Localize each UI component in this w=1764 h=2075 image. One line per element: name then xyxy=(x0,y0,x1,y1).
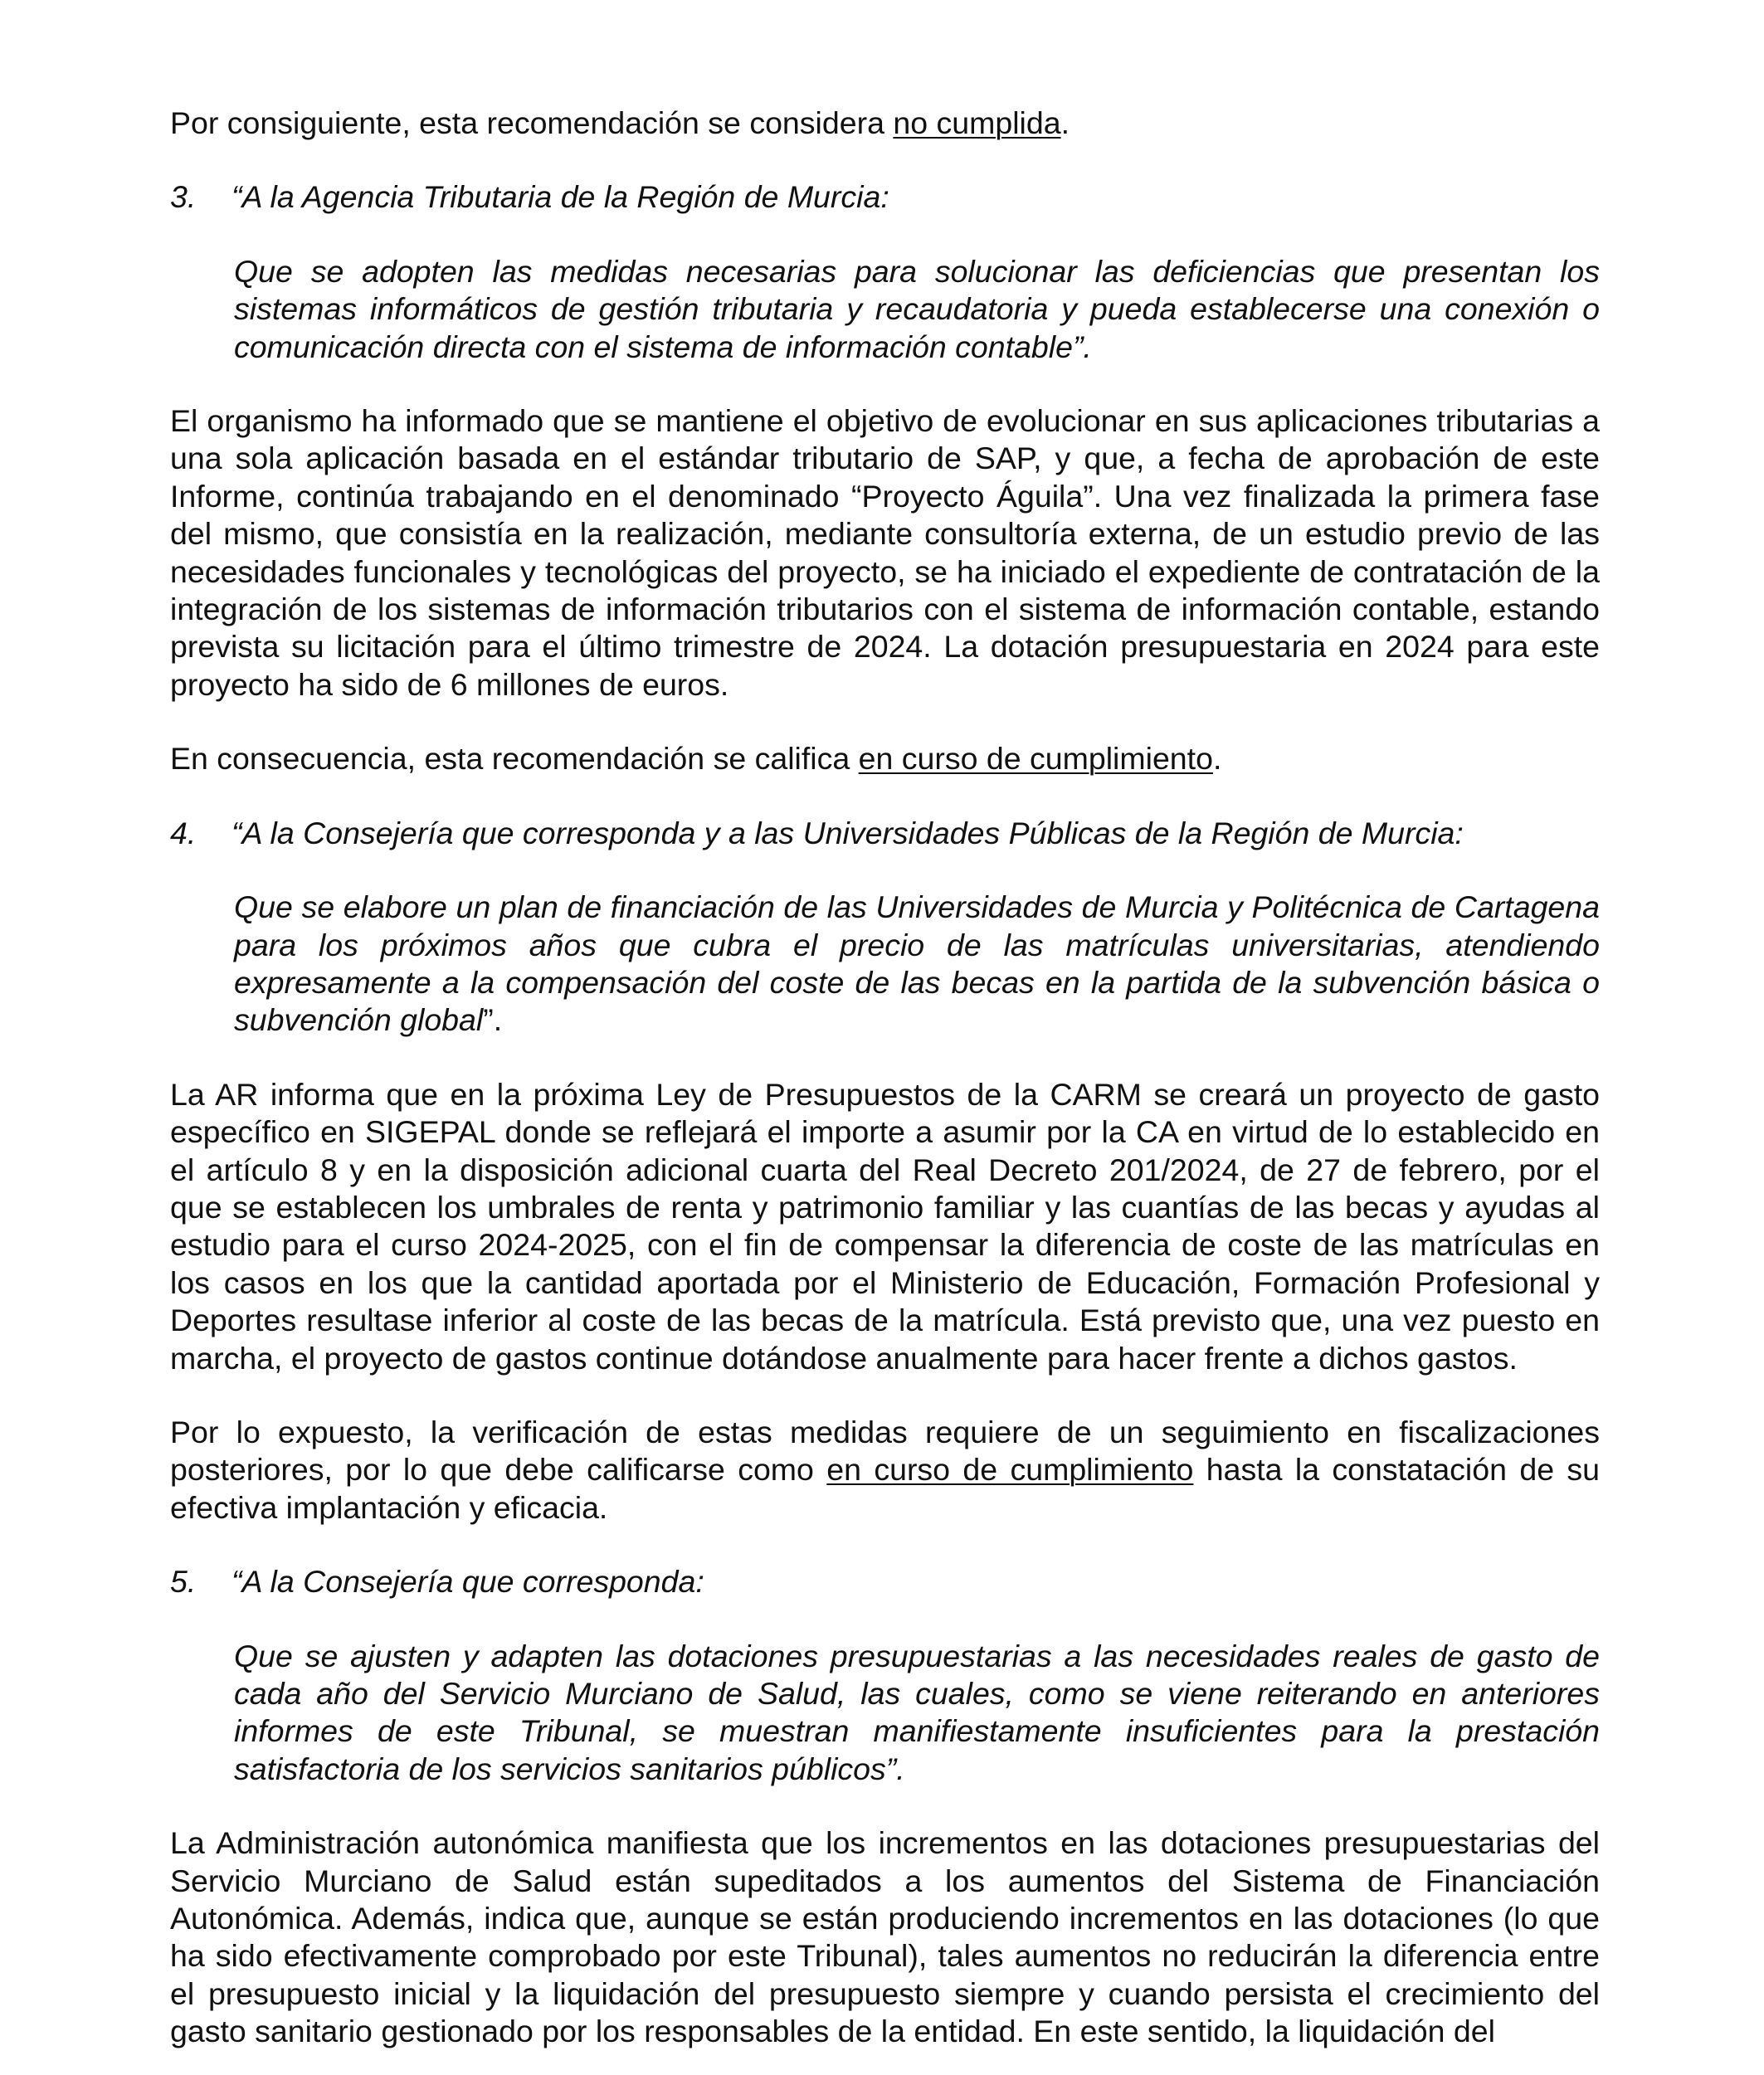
recommendation-3-quote: Que se adopten las medidas necesarias para solucionar las deficiencias que presentan los sistemas informáticos de gestión tributaria y recaudatoria y pueda establecerse una conexión o comunicación directa con el sistema de información contable”. xyxy=(234,253,1600,364)
recommendation-3-heading: 3. “A la Agencia Tributaria de la Región de Murcia: xyxy=(170,178,1600,216)
paragraph-tax-agency-response: El organismo ha informado que se mantiene el objetivo de evolucionar en sus aplicaciones tributarias a una sola aplicación basada en el estándar tributario de SAP, y que, a fecha de aprobación de este Informe, continúa trabajando en el denominado “Proyecto Águila”. Una vez finalizada la primera fase del mismo, que consistía en la realización, mediante consultoría externa, de un estudio previo de las necesidades funcionales y tecnológicas del proyecto, se ha iniciado el expediente de contratación de la integración de los sistemas de información tributarios con el sistema de información contable, estando prevista su licitación para el último trimestre de 2024. La dotación presupuestaria en 2024 para este proyecto ha sido de 6 millones de euros. xyxy=(170,403,1600,702)
status-not-fulfilled: no cumplida xyxy=(893,105,1061,140)
paragraph-universities-response: La AR informa que en la próxima Ley de Presupuestos de la CARM se creará un proyecto de gasto específico en SIGEPAL donde se reflejará el importe a asumir por la CA en virtud de lo establecido en el artículo 8 y en la disposición adicional cuarta del Real Decreto 201/2024, de 27 de febrero, por el que se establecen los umbrales de renta y patrimonio familiar y las cuantías de las becas y ayudas al estudio para el curso 2024-2025, con el fin de compensar la diferencia de coste de las matrículas en los casos en los que la cantidad aportada por el Ministerio de Educación, Formación Profesional y Deportes resultase inferior al coste de las becas de la matrícula. Está previsto que, una vez puesto en marcha, el proyecto de gastos continue dotándose anualmente para hacer frente a dichos gastos. xyxy=(170,1076,1600,1376)
recommendation-5-quote: Que se ajusten y adapten las dotaciones presupuestarias a las necesidades reales de gasto de cada año del Servicio Murciano de Salud, las cuales, como se viene reiterando en anteriores informes de este Tribunal, se muestran manifiestamente insuficientes para la prestación satisfactoria de los servicios sanitarios públicos”. xyxy=(234,1638,1600,1786)
recommendation-4-heading: 4. “A la Consejería que corresponda y a las Universidades Públicas de la Región de Murcia: xyxy=(170,815,1600,852)
paragraph-conclusion-2: Por consiguiente, esta recomendación se considera no cumplida. xyxy=(170,105,1070,140)
recommendation-number: 3. xyxy=(170,179,197,215)
status-in-progress: en curso de cumplimiento xyxy=(858,741,1213,777)
status-in-progress: en curso de cumplimiento xyxy=(826,1452,1194,1488)
paragraph-health-service-response: La Administración autonómica manifiesta que los incrementos en las dotaciones presupuestarias del Servicio Murciano de Salud están supeditados a los aumentos del Sistema de Financiación Autonómica. Además, indica que, aunque se están produciendo incrementos en las dotaciones (lo que ha sido efectivamente comprobado por este Tribunal), tales aumentos no reducirán la diferencia entre el presupuesto inicial y la liquidación del presupuesto siempre y cuando persista el crecimiento del gasto sanitario gestionado por los responsables de la entidad. En este sentido, la liquidación del xyxy=(170,1825,1600,2049)
paragraph-conclusion-3: En consecuencia, esta recomendación se califica en curso de cumplimiento. xyxy=(170,741,1222,777)
document-page xyxy=(170,105,1600,2051)
recommendation-4-quote: Que se elabore un plan de financiación de las Universidades de Murcia y Politécnica de Cartagena para los próximos años que cubra el precio de las matrículas universitarias, atendiendo expresamente a la compensación del coste de las becas en la partida de la subvención básica o subvención global”. xyxy=(234,889,1600,1038)
recommendation-number: 4. xyxy=(170,815,197,850)
paragraph-conclusion-4: Por lo expuesto, la verificación de estas medidas requiere de un seguimiento en fiscalizaciones posteriores, por lo que debe calificarse como en curso de cumplimiento hasta la constatación de su efectiva implantación y eficacia. xyxy=(170,1414,1601,1525)
recommendation-number: 5. xyxy=(170,1564,197,1600)
recommendation-5-heading: 5. “A la Consejería que corresponda: xyxy=(170,1563,1600,1600)
